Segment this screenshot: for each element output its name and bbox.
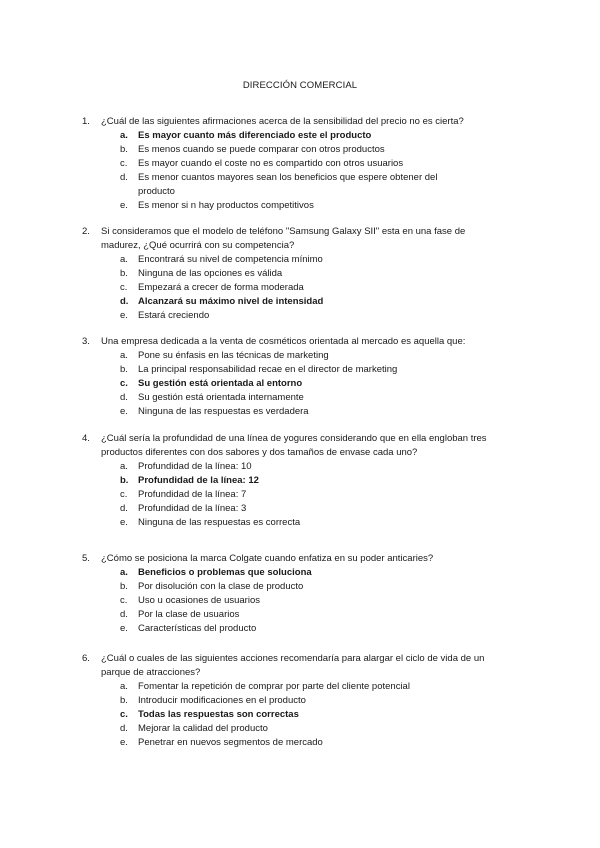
question-text: ¿Cuál o cuales de las siguientes acciones recomendaría para alargar el ciclo de vida de un parque de atracciones? [101, 653, 485, 678]
option-text: Su gestión está orientada internamente [138, 392, 304, 403]
option-d [0, 722, 600, 736]
option-text: Todas las respuestas son correctas [138, 709, 299, 720]
option-letter: d. [120, 723, 128, 734]
option-e [0, 309, 600, 323]
option-letter: a. [120, 681, 128, 692]
option-text: Ninguna de las respuestas es verdadera [138, 406, 309, 417]
option-text: Profundidad de la línea: 10 [138, 461, 252, 472]
option-letter: e. [120, 406, 128, 417]
option-a [0, 566, 600, 580]
option-a [0, 253, 600, 267]
option-text: Penetrar en nuevos segmentos de mercado [138, 737, 323, 748]
option-letter: b. [120, 144, 128, 155]
option-letter: d. [120, 609, 128, 620]
option-e [0, 405, 600, 419]
option-text: Mejorar la calidad del producto [138, 723, 268, 734]
option-a [0, 680, 600, 694]
option-text: Alcanzará su máximo nivel de intensidad [138, 296, 324, 307]
option-letter: b. [120, 581, 128, 592]
option-letter: a. [120, 254, 128, 265]
option-e [0, 516, 600, 530]
option-text: Profundidad de la línea: 12 [138, 475, 259, 486]
option-letter: d. [120, 296, 129, 307]
option-text: Características del producto [138, 623, 257, 634]
option-e [0, 199, 600, 213]
question-number: 2. [82, 226, 90, 237]
option-d [0, 502, 600, 516]
option-letter: c. [120, 282, 128, 293]
option-letter: b. [120, 268, 128, 279]
question-number: 5. [82, 553, 90, 564]
option-c [0, 377, 600, 391]
option-letter: a. [120, 461, 128, 472]
option-c [0, 157, 600, 171]
option-e [0, 736, 600, 750]
option-text: Introducir modificaciones en el producto [138, 695, 306, 706]
option-a [0, 460, 600, 474]
option-letter: b. [120, 364, 128, 375]
option-letter: e. [120, 310, 128, 321]
option-letter: a. [120, 350, 128, 361]
option-b [0, 267, 600, 281]
option-letter: b. [120, 475, 129, 486]
question-number: 3. [82, 336, 90, 347]
option-text: Es mayor cuando el coste no es compartido con otros usuarios [138, 158, 404, 169]
option-b [0, 580, 600, 594]
option-c [0, 488, 600, 502]
option-letter: c. [120, 489, 128, 500]
option-letter: d. [120, 392, 128, 403]
option-text: Uso u ocasiones de usuarios [138, 595, 260, 606]
option-letter: e. [120, 623, 128, 634]
option-text: Es mayor cuanto más diferenciado este el producto [138, 130, 372, 141]
option-letter: c. [120, 709, 128, 720]
option-b [0, 363, 600, 377]
option-letter: e. [120, 200, 128, 211]
option-text: Es menos cuando se puede comparar con otros productos [138, 144, 385, 155]
option-text: Beneficios o problemas que soluciona [138, 567, 312, 578]
option-c [0, 594, 600, 608]
option-text: Estará creciendo [138, 310, 210, 321]
option-text: Ninguna de las respuestas es correcta [138, 517, 301, 528]
option-text: Encontrará su nivel de competencia mínimo [138, 254, 323, 265]
question-number: 4. [82, 433, 90, 444]
option-letter: c. [120, 158, 128, 169]
question-text: ¿Cómo se posiciona la marca Colgate cuando enfatiza en su poder anticaries? [101, 553, 434, 564]
option-c [0, 708, 600, 722]
option-a [0, 129, 600, 143]
option-text: Su gestión está orientada al entorno [138, 378, 303, 389]
option-b [0, 474, 600, 488]
option-letter: c. [120, 595, 128, 606]
option-d [0, 171, 600, 197]
option-text: Profundidad de la línea: 3 [138, 503, 247, 514]
option-letter: d. [120, 503, 128, 514]
question-text: ¿Cuál sería la profundidad de una línea de yogures considerando que en ella engloban tres productos diferentes con dos sabores y dos tamaños de envase cada uno? [101, 433, 487, 458]
option-text: Profundidad de la línea: 7 [138, 489, 247, 500]
question-text: Una empresa dedicada a la venta de cosméticos orientada al mercado es aquella que: [101, 336, 466, 347]
option-letter: b. [120, 695, 128, 706]
option-text: Ninguna de las opciones es válida [138, 268, 283, 279]
option-text: Fomentar la repetición de comprar por parte del cliente potencial [138, 681, 410, 692]
option-text: La principal responsabilidad recae en el director de marketing [138, 364, 398, 375]
option-c [0, 281, 600, 295]
option-text: Es menor cuantos mayores sean los beneficios que espere obtener del producto [138, 172, 438, 197]
option-letter: d. [120, 172, 128, 183]
option-d [0, 295, 600, 309]
option-letter: e. [120, 737, 128, 748]
option-e [0, 622, 600, 636]
option-letter: a. [120, 567, 128, 578]
option-text: Por disolución con la clase de producto [138, 581, 304, 592]
option-letter: e. [120, 517, 128, 528]
question-number: 1. [82, 116, 90, 127]
option-d [0, 608, 600, 622]
option-b [0, 694, 600, 708]
question-text: ¿Cuál de las siguientes afirmaciones acerca de la sensibilidad del precio no es cierta? [101, 116, 464, 127]
option-text: Por la clase de usuarios [138, 609, 240, 620]
option-d [0, 391, 600, 405]
option-text: Pone su énfasis en las técnicas de marketing [138, 350, 329, 361]
option-letter: a. [120, 130, 128, 141]
question-text: Si consideramos que el modelo de teléfono "Samsung Galaxy SII" esta en una fase de madurez, ¿Qué ocurrirá con su competencia? [101, 226, 466, 251]
option-letter: c. [120, 378, 128, 389]
option-a [0, 349, 600, 363]
document-title: DIRECCIÓN COMERCIAL [242, 80, 358, 91]
option-text: Empezará a crecer de forma moderada [138, 282, 304, 293]
option-text: Es menor si n hay productos competitivos [138, 200, 314, 211]
question-number: 6. [82, 653, 90, 664]
option-b [0, 143, 600, 157]
